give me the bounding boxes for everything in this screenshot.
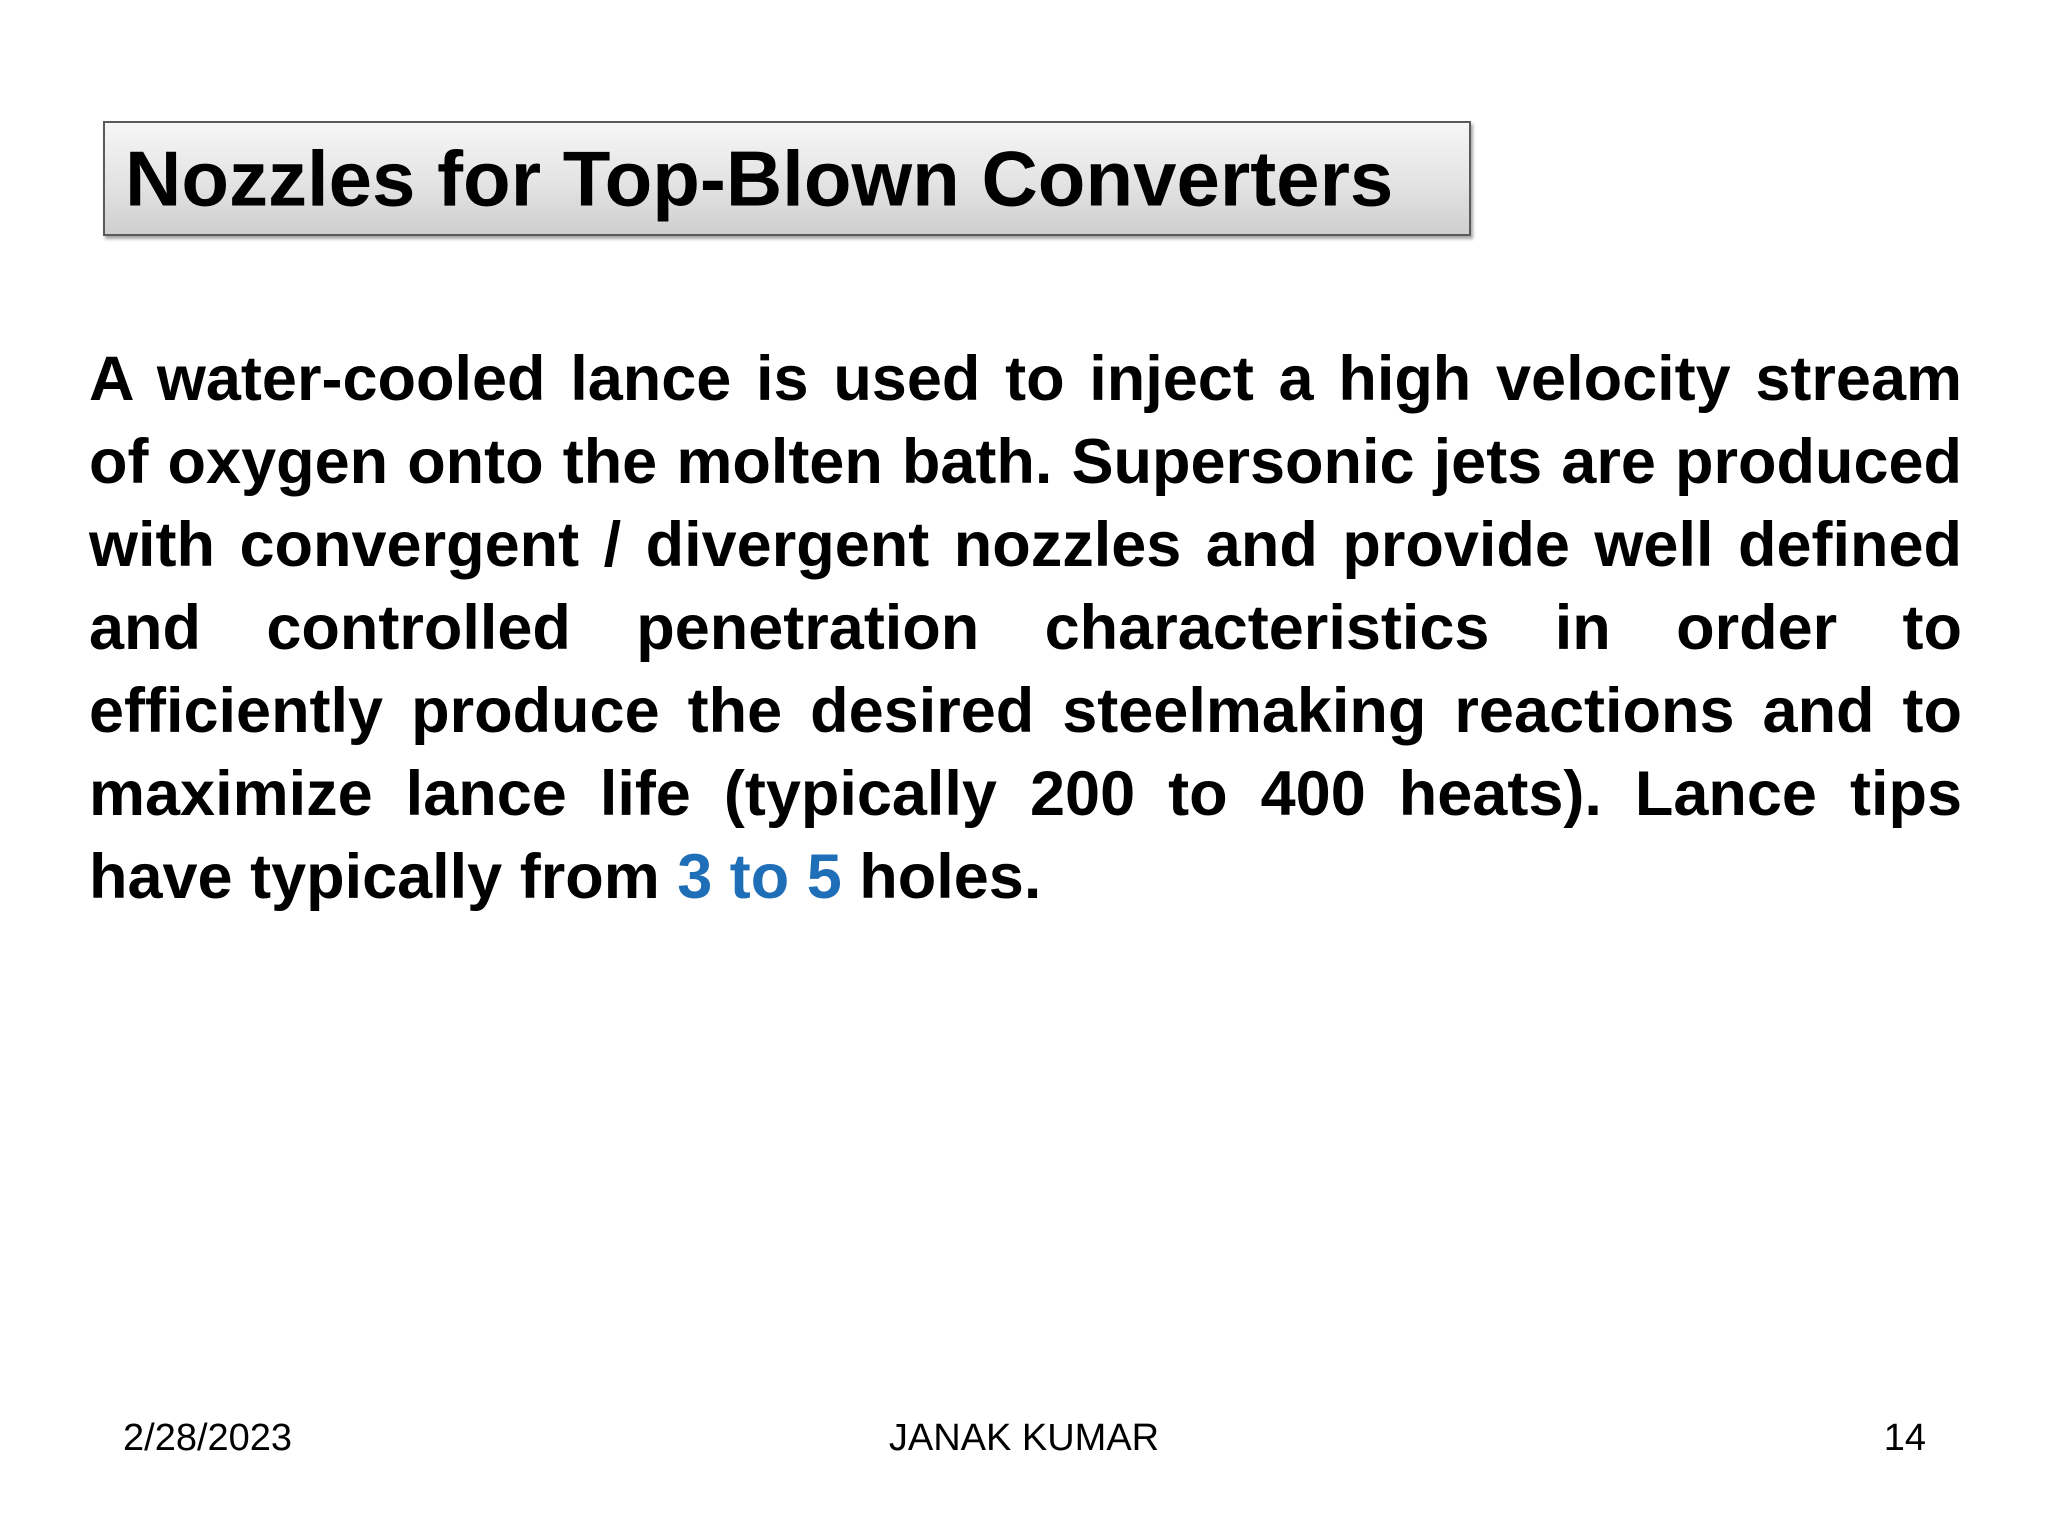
footer-date: 2/28/2023 [123, 1417, 293, 1459]
footer-author: JANAK KUMAR [888, 1417, 1160, 1459]
slide-title: Nozzles for Top-Blown Converters [125, 134, 1394, 222]
body-text-before: A water-cooled lance is used to inject a high velocity stream of oxygen onto the molten bath. Supersonic jets are produced with convergent / divergent nozzles and provide well defined and controlled penetration characteristics in order to efficiently produce the desired steelmaking reactions and to maximize lance life (typically 200 to 400 heats). Lance tips have typically from [89, 344, 1962, 912]
highlighted-hole-count: 3 to 5 [677, 842, 842, 912]
title-box [103, 121, 1471, 236]
body-paragraph [89, 338, 1962, 919]
body-text-after: holes. [841, 842, 1042, 912]
slide-number: 14 [1883, 1417, 1926, 1459]
